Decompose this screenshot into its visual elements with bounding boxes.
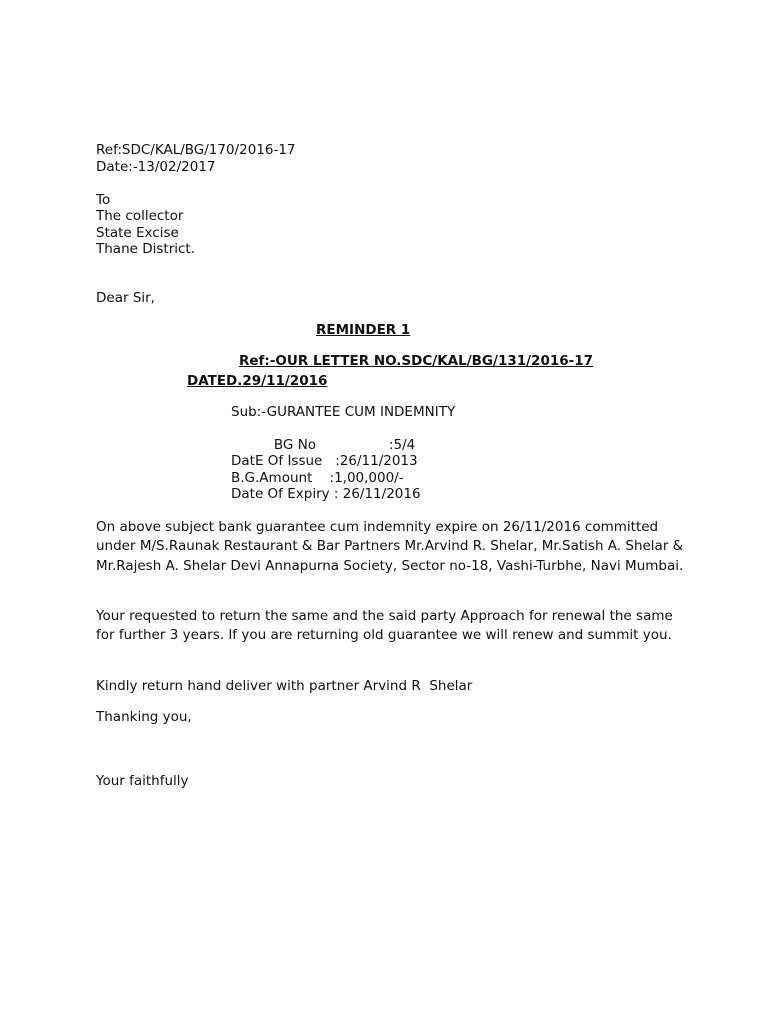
thanks-line: Thanking you, [96,709,192,725]
reference-letter-line-2: DATED.29/11/2016 [187,373,328,389]
address-line-2: State Excise [96,225,179,241]
reference-number: Ref:SDC/KAL/BG/170/2016-17 [96,142,296,158]
letter-date: Date:-13/02/2017 [96,159,216,175]
subject-line: Sub:-GURANTEE CUM INDEMNITY [231,404,456,420]
detail-bg-amount: B.G.Amount :1,00,000/- [231,470,404,486]
detail-date-of-issue: DatE Of Issue :26/11/2013 [231,453,418,469]
detail-date-of-expiry: Date Of Expiry : 26/11/2016 [231,486,421,502]
reminder-title: REMINDER 1 [316,322,411,338]
address-line-1: The collector [96,208,184,224]
body-paragraph-1: On above subject bank guarantee cum indemnity expire on 26/11/2016 committed under M/S.Raunak Restaurant & Bar Partners Mr.Arvind R. Shelar, Mr.Satish A. Shelar & Mr.Rajesh A. Shelar Devi Annapurna Society, Sector no-18, Vashi-Turbhe, Navi Mumbai. [96,519,684,574]
salutation: Dear Sir, [96,290,155,306]
signoff-line: Your faithfully [96,773,189,789]
body-paragraph-2: Your requested to return the same and the said party Approach for renewal the same for further 3 years. If you are returning old guarantee we will renew and summit you. [96,608,673,644]
address-line-3: Thane District. [96,241,196,257]
body-paragraph-3: Kindly return hand deliver with partner Arvind R Shelar [96,678,473,694]
detail-bg-no: BG No :5/4 [231,437,416,453]
address-to: To [96,192,111,208]
reference-letter-line-1: Ref:-OUR LETTER NO.SDC/KAL/BG/131/2016-17 [239,353,594,369]
